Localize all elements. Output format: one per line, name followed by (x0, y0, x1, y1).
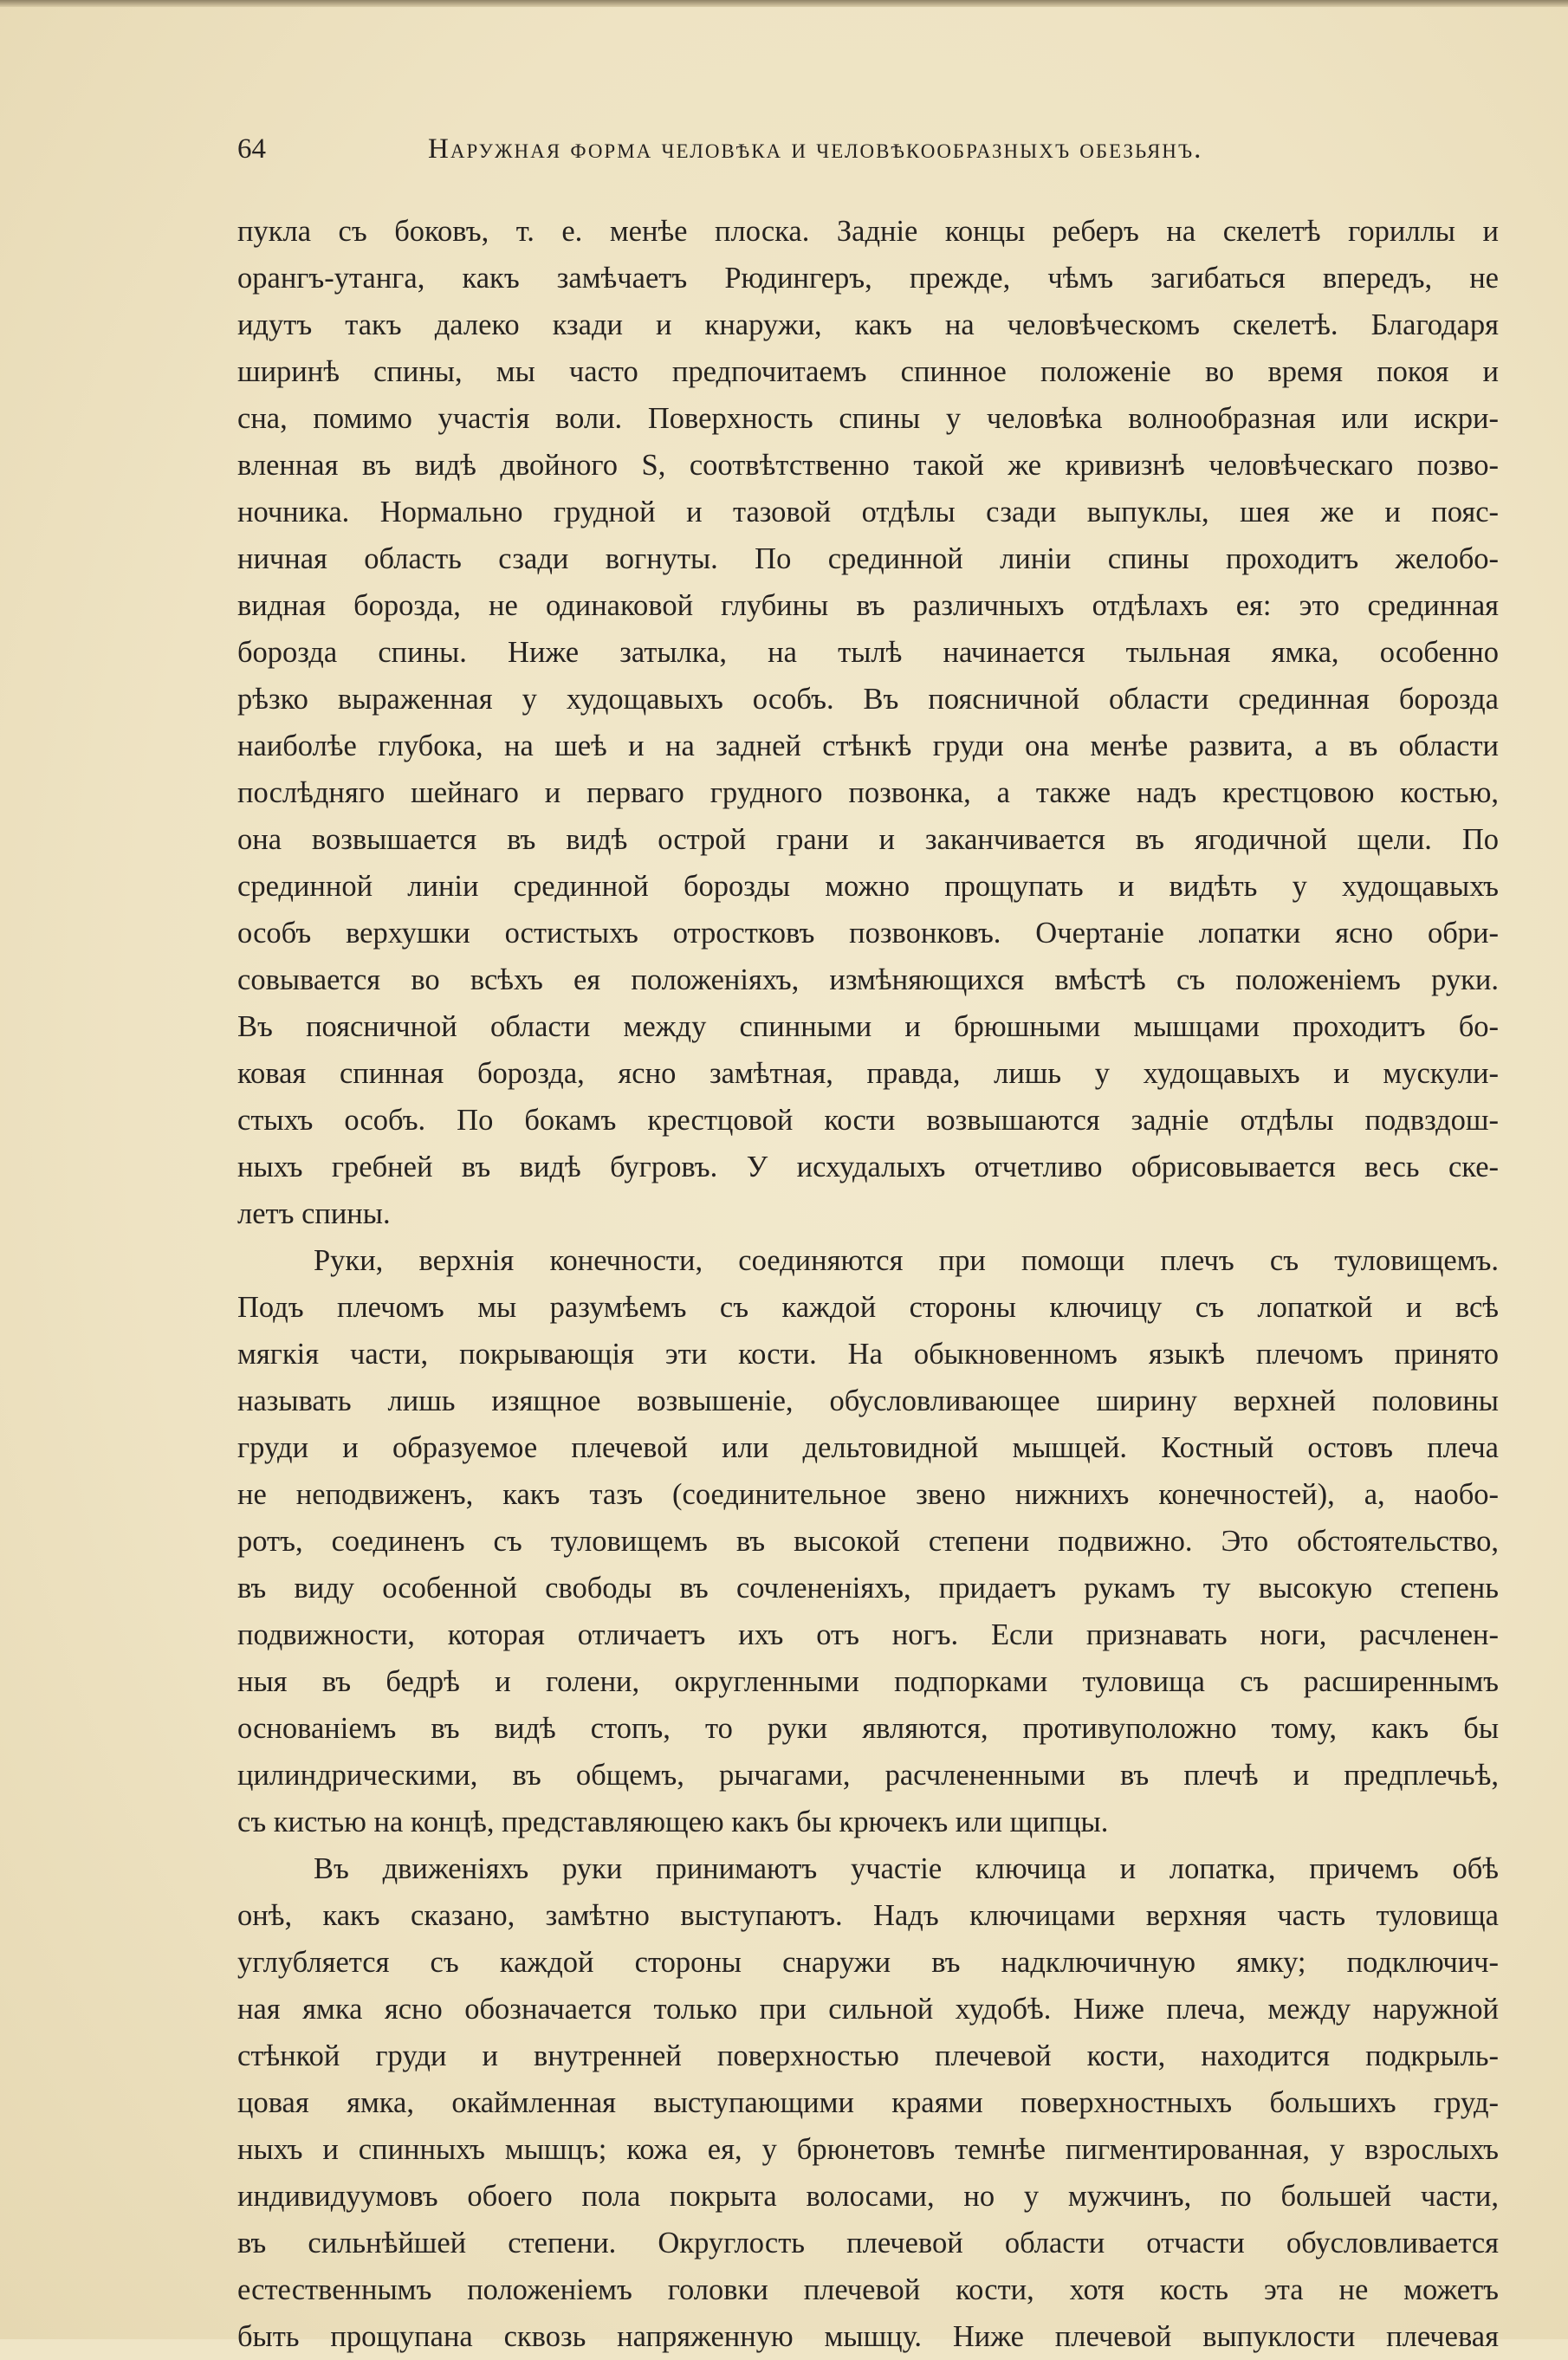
text-line: срединной линіи срединной борозды можно прощупать и видѣть у худощавыхъ (237, 870, 1499, 903)
text-line: орангъ-утанга, какъ замѣчаетъ Рюдингеръ, прежде, чѣмъ загибаться впередъ, не (237, 262, 1499, 295)
text-line: онѣ, какъ сказано, замѣтно выступаютъ. Надъ ключицами верхняя часть туловища (237, 1899, 1499, 1932)
text-line: стыхъ особъ. По бокамъ крестцовой кости возвышаются задніе отдѣлы подвздош- (237, 1104, 1499, 1137)
text-line: цовая ямка, окаймленная выступающими краями поверхностныхъ большихъ груд- (237, 2086, 1499, 2119)
text-line: въ сильнѣйшей степени. Округлость плечевой области отчасти обусловливается (237, 2227, 1499, 2260)
text-line: летъ спины. (237, 1197, 391, 1230)
text-line: называть лишь изящное возвышеніе, обусловливающее ширину верхней половины (237, 1384, 1499, 1417)
text-line: ныхъ гребней въ видѣ бугровъ. У исхудалыхъ отчетливо обрисовывается весь ске- (237, 1151, 1499, 1183)
text-line: естественнымъ положеніемъ головки плечевой кости, хотя кость эта не можетъ (237, 2273, 1499, 2306)
text-line: ныя въ бедрѣ и голени, округленными подпорками туловища съ расширеннымъ (237, 1665, 1499, 1698)
page-number: 64 (237, 133, 266, 165)
text-line: ширинѣ спины, мы часто предпочитаемъ спинное положеніе во время покоя и (237, 355, 1499, 388)
body-text (237, 208, 1499, 2360)
text-line: основаніемъ въ видѣ стопъ, то руки являются, противуположно тому, какъ бы (237, 1712, 1499, 1745)
text-line: идутъ такъ далеко кзади и кнаружи, какъ на человѣческомъ скелетѣ. Благодаря (237, 308, 1499, 341)
text-line: видная борозда, не одинаковой глубины въ различныхъ отдѣлахъ ея: это срединная (237, 589, 1499, 622)
text-line: ныхъ и спинныхъ мышцъ; кожа ея, у брюнетовъ темнѣе пигментированная, у взрослыхъ (237, 2133, 1499, 2166)
text-line: мягкія части, покрывающія эти кости. На обыкновенномъ языкѣ плечомъ принято (237, 1338, 1499, 1371)
text-line: цилиндрическими, въ общемъ, рычагами, расчлененными въ плечѣ и предплечьѣ, (237, 1759, 1499, 1792)
text-line: вленная въ видѣ двойного S, соотвѣтственно такой же кривизнѣ человѣческаго позво- (237, 449, 1499, 482)
text-line: особъ верхушки остистыхъ отростковъ позвонковъ. Очертаніе лопатки ясно обри- (237, 917, 1499, 950)
text-line: она возвышается въ видѣ острой грани и заканчивается въ ягодичной щели. По (237, 823, 1499, 856)
text-line: послѣдняго шейнаго и перваго грудного позвонка, а также надъ крестцовою костью, (237, 776, 1499, 809)
text-line: быть прощупана сквозь напряженную мышцу. Ниже плечевой выпуклости плечевая (237, 2320, 1499, 2353)
text-line: сна, помимо участія воли. Поверхность спины у человѣка волнообразная или искри- (237, 402, 1499, 435)
text-line: Въ движеніяхъ руки принимаютъ участіе ключица и лопатка, причемъ обѣ (314, 1852, 1499, 1885)
text-line: стѣнкой груди и внутренней поверхностью плечевой кости, находится подкрыль- (237, 2039, 1499, 2072)
running-head (237, 133, 1502, 172)
text-line: ная ямка ясно обозначается только при сильной худобѣ. Ниже плеча, между наружной (237, 1993, 1499, 2026)
text-line: съ кистью на концѣ, представляющею какъ бы крючекъ или щипцы. (237, 1806, 1109, 1838)
text-line: Подъ плечомъ мы разумѣемъ съ каждой стороны ключицу съ лопаткой и всѣ (237, 1291, 1499, 1324)
text-line: ротъ, соединенъ съ туловищемъ въ высокой степени подвижно. Это обстоятельство, (237, 1525, 1499, 1558)
text-line: углубляется съ каждой стороны снаружи въ надключичную ямку; подключич- (237, 1946, 1499, 1979)
text-line: ничная область сзади вогнуты. По срединной линіи спины проходитъ желобо- (237, 542, 1499, 575)
text-line: Въ поясничной области между спинными и брюшными мышцами проходитъ бо- (237, 1010, 1499, 1043)
text-line: наиболѣе глубока, на шеѣ и на задней стѣнкѣ груди она менѣе развита, а въ области (237, 729, 1499, 762)
text-line: индивидуумовъ обоего пола покрыта волосами, но у мужчинъ, по большей части, (237, 2180, 1499, 2213)
text-line: ночника. Нормально грудной и тазовой отдѣлы сзади выпуклы, шея же и пояс- (237, 496, 1499, 528)
text-line: подвижности, которая отличаетъ ихъ отъ ногъ. Если признавать ноги, расчленен- (237, 1618, 1499, 1651)
text-line: пукла съ боковъ, т. е. менѣе плоска. Задніе концы реберъ на скелетѣ гориллы и (237, 215, 1499, 248)
text-line: совывается во всѣхъ ея положеніяхъ, измѣняющихся вмѣстѣ съ положеніемъ руки. (237, 963, 1499, 996)
text-line: Руки, верхнія конечности, соединяются при помощи плечъ съ туловищемъ. (314, 1244, 1499, 1277)
text-line: не неподвиженъ, какъ тазъ (соединительное звено нижнихъ конечностей), а, наобо- (237, 1478, 1499, 1511)
text-line: груди и образуемое плечевой или дельтовидной мышцей. Костный остовъ плеча (237, 1431, 1499, 1464)
text-line: борозда спины. Ниже затылка, на тылѣ начинается тыльная ямка, особенно (237, 636, 1499, 669)
page-top-edge (0, 0, 1568, 7)
text-line: въ виду особенной свободы въ сочлененіяхъ, придаетъ рукамъ ту высокую степень (237, 1572, 1499, 1605)
text-line: рѣзко выраженная у худощавыхъ особъ. Въ поясничной области срединная борозда (237, 683, 1499, 716)
running-title: Наружная форма человѣка и человѣкообразныхъ обезьянъ. (428, 133, 1203, 165)
text-line: ковая спинная борозда, ясно замѣтная, правда, лишь у худощавыхъ и мускули- (237, 1057, 1499, 1090)
